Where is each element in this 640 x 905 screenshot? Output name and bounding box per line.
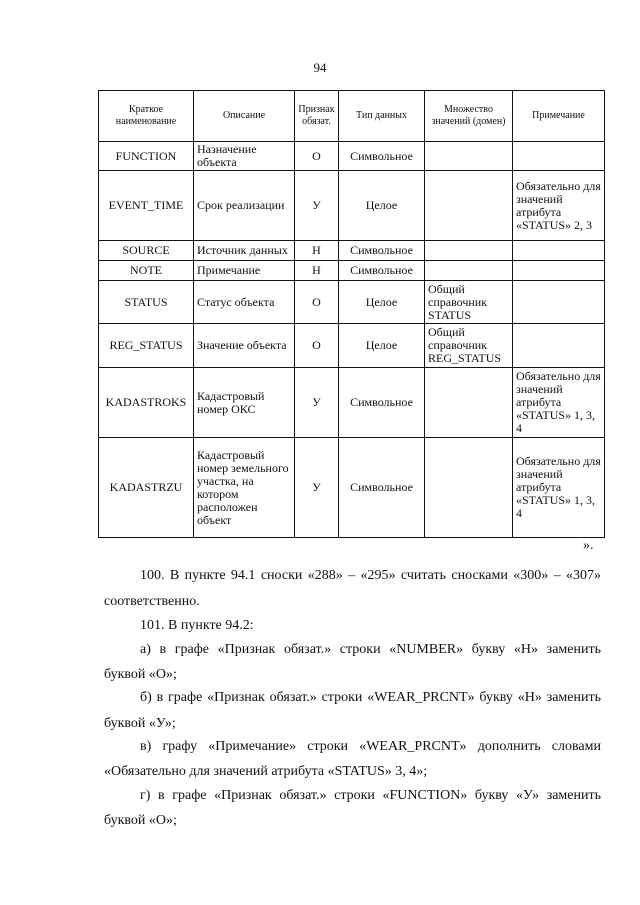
paragraph-a-line-2: буквой «О»; (104, 667, 177, 682)
cell-desc: Кадастровый номер ОКС (194, 368, 295, 438)
table-row (99, 281, 605, 324)
cell-desc: Назначение объекта (194, 142, 295, 171)
cell-name: SOURCE (99, 241, 194, 261)
cell-name: NOTE (99, 261, 194, 281)
cell-type: Символьное (339, 438, 425, 538)
cell-note: Обязательно для значений атрибута «STATUS» 1, 3, 4 (513, 368, 605, 438)
table-row (99, 368, 605, 438)
paragraph-v-line-1: в) графу «Примечание» строки «WEAR_PRCNT» дополнить словами (140, 739, 601, 754)
cell-domain (425, 171, 513, 241)
cell-type: Символьное (339, 241, 425, 261)
cell-name: KADASTRZU (99, 438, 194, 538)
cell-name: STATUS (99, 281, 194, 324)
header-data-type: Тип данных (339, 91, 425, 142)
paragraph-101: 101. В пункте 94.2: (140, 618, 254, 633)
cell-flag: У (295, 368, 339, 438)
paragraph-100-line-1: 100. В пункте 94.1 сноски «288» – «295» считать сносками «300» – «307» (140, 568, 601, 583)
cell-desc: Статус объекта (194, 281, 295, 324)
cell-name: KADASTROKS (99, 368, 194, 438)
cell-domain (425, 438, 513, 538)
cell-flag: О (295, 142, 339, 171)
table-row (99, 241, 605, 261)
header-value-set: Множество значений (домен) (425, 91, 513, 142)
paragraph-100-line-2: соответственно. (104, 594, 200, 609)
paragraph-v-line-2: «Обязательно для значений атрибута «STATUS» 3, 4»; (104, 764, 428, 779)
cell-desc: Примечание (194, 261, 295, 281)
cell-desc: Значение объекта (194, 324, 295, 368)
cell-flag: У (295, 171, 339, 241)
cell-note (513, 142, 605, 171)
cell-flag: Н (295, 261, 339, 281)
quote-close: ». (583, 538, 594, 553)
table-header-row (99, 91, 605, 142)
paragraph-g-line-1: г) в графе «Признак обязат.» строки «FUNCTION» букву «У» заменить (140, 788, 601, 803)
cell-flag: О (295, 281, 339, 324)
attribute-table (98, 90, 605, 538)
table-row (99, 324, 605, 368)
cell-name: FUNCTION (99, 142, 194, 171)
cell-note (513, 281, 605, 324)
header-short-name: Краткое наименование (99, 91, 194, 142)
cell-flag: Н (295, 241, 339, 261)
page-number: 94 (313, 60, 327, 75)
cell-note: Обязательно для значений атрибута «STATUS» 2, 3 (513, 171, 605, 241)
cell-domain: Общий справочник REG_STATUS (425, 324, 513, 368)
cell-type: Целое (339, 324, 425, 368)
paragraph-b-line-2: буквой «У»; (104, 716, 176, 731)
cell-desc: Источник данных (194, 241, 295, 261)
table-row (99, 438, 605, 538)
paragraph-g-line-2: буквой «О»; (104, 813, 177, 828)
cell-type: Символьное (339, 368, 425, 438)
table-row (99, 261, 605, 281)
cell-type: Целое (339, 171, 425, 241)
cell-flag: О (295, 324, 339, 368)
cell-note (513, 324, 605, 368)
cell-note (513, 261, 605, 281)
cell-flag: У (295, 438, 339, 538)
cell-type: Символьное (339, 142, 425, 171)
header-note: Примечание (513, 91, 605, 142)
cell-domain (425, 142, 513, 171)
cell-name: REG_STATUS (99, 324, 194, 368)
cell-domain (425, 368, 513, 438)
cell-desc: Срок реализации (194, 171, 295, 241)
table-row (99, 142, 605, 171)
paragraph-b-line-1: б) в графе «Признак обязат.» строки «WEAR_PRCNT» букву «Н» заменить (140, 690, 601, 705)
cell-note (513, 241, 605, 261)
cell-name: EVENT_TIME (99, 171, 194, 241)
cell-domain (425, 261, 513, 281)
cell-note: Обязательно для значений атрибута «STATUS» 1, 3, 4 (513, 438, 605, 538)
cell-desc: Кадастровый номер земельного участка, на котором расположен объект (194, 438, 295, 538)
cell-domain: Общий справочник STATUS (425, 281, 513, 324)
cell-type: Символьное (339, 261, 425, 281)
table-row (99, 171, 605, 241)
paragraph-a-line-1: а) в графе «Признак обязат.» строки «NUMBER» букву «Н» заменить (140, 642, 601, 657)
header-description: Описание (194, 91, 295, 142)
header-mandatory: Признак обязат. (295, 91, 339, 142)
cell-type: Целое (339, 281, 425, 324)
cell-domain (425, 241, 513, 261)
